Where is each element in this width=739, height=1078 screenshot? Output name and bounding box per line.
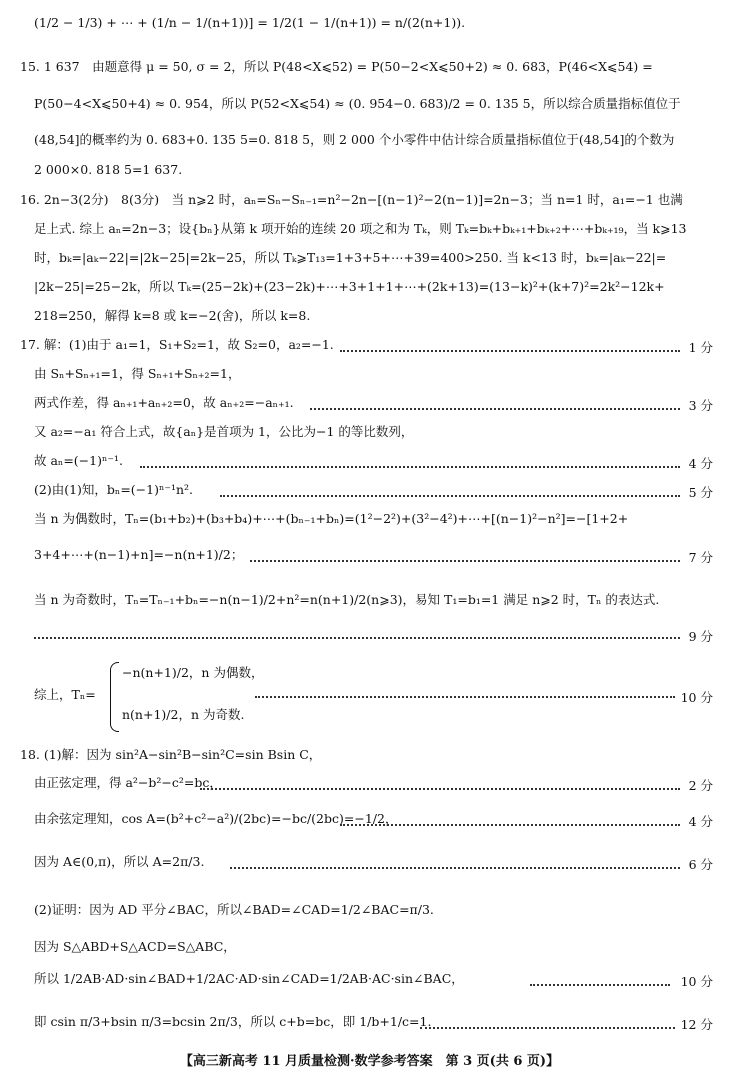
line-intro: (1/2 − 1/3) + ⋯ + (1/n − 1/(n+1))] = 1/2(1 − 1/(n+1)) = n/(2(n+1)).	[34, 15, 466, 30]
q16-line-1: 16. 2n−3(2分) 8(3分) 当 n⩾2 时，aₙ=Sₙ−Sₙ₋₁=n²−2n−[(n−1)²−2(n−1)]=2n−3；当 n=1 时，a₁=−1 也满	[20, 192, 683, 207]
score-label: 9 分	[688, 629, 713, 644]
q17-line-8: 3+4+⋯+(n−1)+n]=−n(n+1)/2；	[34, 547, 244, 562]
dot-leader	[140, 466, 680, 468]
dot-leader	[310, 408, 680, 410]
score-label: 1 分	[688, 340, 713, 355]
dot-leader	[530, 984, 670, 986]
dot-leader	[340, 824, 680, 826]
q17-line-7: 当 n 为偶数时，Tₙ=(b₁+b₂)+(b₃+b₄)+⋯+(bₙ₋₁+bₙ)=(1²−2²)+(3²−4²)+⋯+[(n−1)²−n²]=−[1+2+	[34, 511, 629, 526]
q17-line-6: (2)由(1)知，bₙ=(−1)ⁿ⁻¹n².	[34, 482, 194, 497]
score-label: 12 分	[680, 1017, 713, 1032]
q17-line-5: 故 aₙ=(−1)ⁿ⁻¹.	[34, 453, 123, 468]
dot-leader	[220, 495, 680, 497]
q16-line-2: 足上式. 综上 aₙ=2n−3；设{bₙ}从第 k 项开始的连续 20 项之和为 Tₖ，则 Tₖ=bₖ+bₖ₊₁+bₖ₊₂+⋯+bₖ₊₁₉，当 k⩾13	[34, 221, 687, 236]
q17-line-4: 又 a₂=−a₁ 符合上式，故{aₙ}是首项为 1，公比为−1 的等比数列，	[34, 424, 414, 439]
dot-leader	[250, 560, 680, 562]
page-footer: 【高三新高考 11 月质量检测·数学参考答案 第 3 页(共 6 页)】	[179, 1054, 560, 1069]
q18-line-4: 因为 A∈(0,π)，所以 A=2π/3.	[34, 854, 205, 869]
dot-leader	[34, 637, 680, 639]
q16-line-4: |2k−25|=25−2k，所以 Tₖ=(25−2k)+(23−2k)+⋯+3+1+1+⋯+(2k+13)=(13−k)²+(k+7)²=2k²−12k+	[34, 279, 665, 294]
q18-line-2: 由正弦定理，得 a²−b²−c²=bc，	[34, 775, 222, 790]
score-label: 2 分	[688, 778, 713, 793]
q18-line-8: 即 csin π/3+bsin π/3=bcsin 2π/3，所以 c+b=bc，即 1/b+1/c=1.	[34, 1014, 432, 1029]
dot-leader	[230, 867, 680, 869]
q17-case-odd: n(n+1)/2，n 为奇数.	[122, 707, 245, 722]
score-label: 5 分	[688, 485, 713, 500]
score-label: 7 分	[688, 550, 713, 565]
score-label: 4 分	[688, 814, 713, 829]
q17-line-1: 17. 解：(1)由于 a₁=1，S₁+S₂=1，故 S₂=0，a₂=−1.	[20, 337, 334, 352]
score-label: 10 分	[680, 974, 713, 989]
q17-summary-label: 综上，Tₙ=	[34, 687, 96, 702]
q18-line-5: (2)证明：因为 AD 平分∠BAC，所以∠BAD=∠CAD=1/2∠BAC=π/3.	[34, 902, 434, 917]
q18-line-6: 因为 S△ABD+S△ACD=S△ABC，	[34, 939, 236, 954]
score-label: 4 分	[688, 456, 713, 471]
q18-line-7: 所以 1/2AB·AD·sin∠BAD+1/2AC·AD·sin∠CAD=1/2AB·AC·sin∠BAC，	[34, 971, 464, 986]
q18-line-3: 由余弦定理知，cos A=(b²+c²−a²)/(2bc)=−bc/(2bc)=−1/2，	[34, 811, 398, 826]
q15-line-2: P(50−4<X⩽50+4) ≈ 0. 954，所以 P(52<X⩽54) ≈ (0. 954−0. 683)/2 = 0. 135 5，所以综合质量指标值位于	[34, 96, 681, 111]
q15-line-3: (48,54]的概率约为 0. 683+0. 135 5=0. 818 5，则 2 000 个小零件中估计综合质量指标值位于(48,54]的个数为	[34, 132, 675, 147]
q17-line-9: 当 n 为奇数时，Tₙ=Tₙ₋₁+bₙ=−n(n−1)/2+n²=n(n+1)/2(n⩾3)，易知 T₁=b₁=1 满足 n⩾2 时，Tₙ 的表达式.	[34, 592, 660, 607]
dot-leader	[420, 1027, 675, 1029]
q18-line-1: 18. (1)解：因为 sin²A−sin²B−sin²C=sin Bsin C，	[20, 747, 322, 762]
dot-leader	[200, 788, 680, 790]
brace	[110, 662, 119, 732]
q15-line-1: 15. 1 637 由题意得 μ = 50, σ = 2，所以 P(48<X⩽52) = P(50−2<X⩽50+2) ≈ 0. 683，P(46<X⩽54) =	[20, 59, 653, 74]
q17-line-3: 两式作差，得 aₙ₊₁+aₙ₊₂=0，故 aₙ₊₂=−aₙ₊₁.	[34, 395, 294, 410]
dot-leader	[340, 350, 680, 352]
score-label: 6 分	[688, 857, 713, 872]
score-label: 10 分	[680, 690, 713, 705]
q15-line-4: 2 000×0. 818 5=1 637.	[34, 162, 183, 177]
q16-line-3: 时，bₖ=|aₖ−22|=|2k−25|=2k−25，所以 Tₖ⩾T₁₃=1+3+5+⋯+39=400>250. 当 k<13 时，bₖ=|aₖ−22|=	[34, 250, 667, 265]
score-label: 3 分	[688, 398, 713, 413]
q16-line-5: 218=250，解得 k=8 或 k=−2(舍)，所以 k=8.	[34, 308, 311, 323]
q17-line-2: 由 Sₙ+Sₙ₊₁=1，得 Sₙ₊₁+Sₙ₊₂=1，	[34, 366, 241, 381]
q17-case-even: −n(n+1)/2，n 为偶数，	[122, 665, 264, 680]
dot-leader	[255, 696, 675, 698]
